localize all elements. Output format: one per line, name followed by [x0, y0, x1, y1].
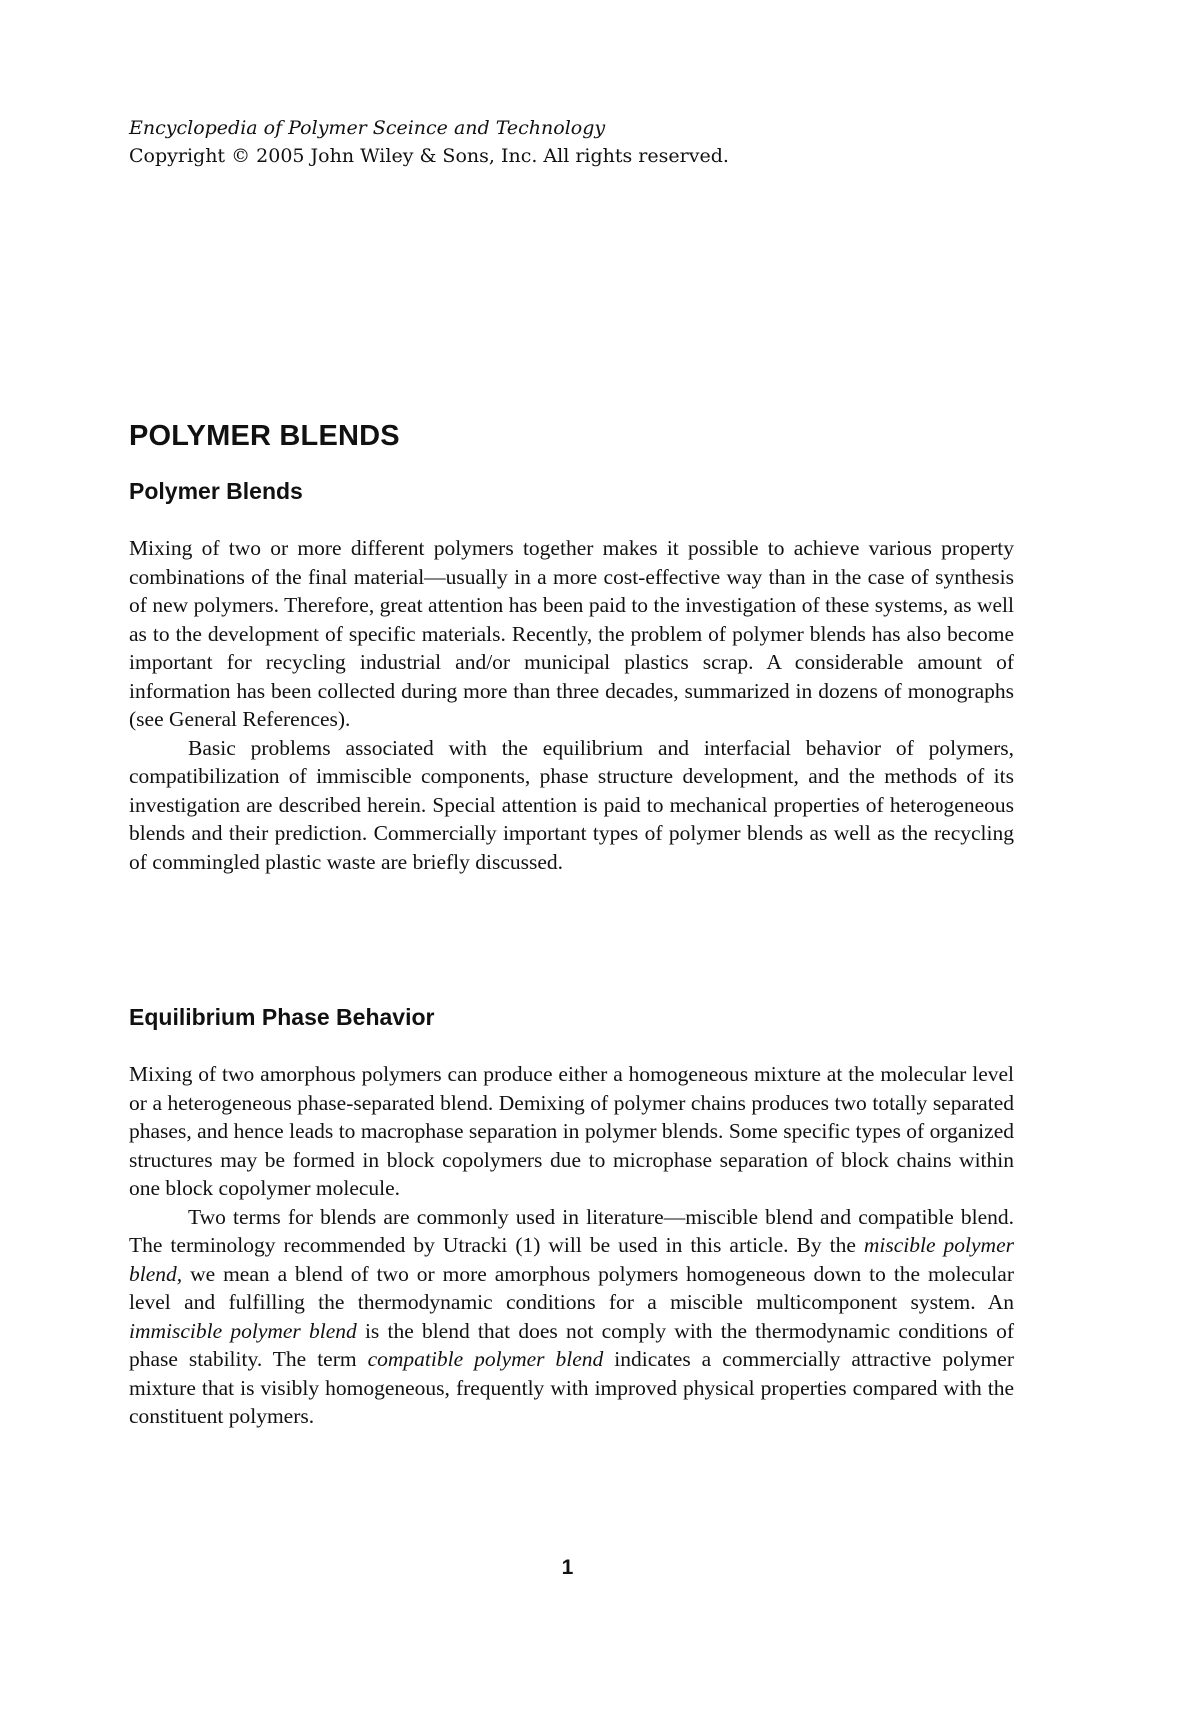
paragraph: Basic problems associated with the equilibrium and interfacial behavior of polymers, compatibilization of immiscible components, phase structure development, and the methods of its investigation are described herein. Special attention is paid to mechanical properties of heterogeneous blends and their prediction. Commercially important types of polymer blends as well as the recycling of commingled plastic waste are briefly discussed. — [129, 735, 1014, 874]
section-heading-equilibrium-phase-behavior: Equilibrium Phase Behavior — [129, 1004, 435, 1030]
term-immiscible-polymer-blend: immiscible polymer blend — [129, 1318, 357, 1343]
section-heading-polymer-blends: Polymer Blends — [129, 478, 303, 504]
section-body-equilibrium-phase-behavior — [129, 1060, 1014, 1431]
journal-title: Encyclopedia of Polymer Sceince and Technology — [129, 117, 606, 139]
page-number: 1 — [561, 1556, 574, 1579]
text-run: we mean a blend of two or more amorphous polymers homogeneous down to the molecular level and fulfilling the thermodynamic conditions for a miscible multicomponent system. An — [129, 1261, 1014, 1314]
copyright-notice: Copyright © 2005 John Wiley & Sons, Inc. All rights reserved. — [129, 145, 729, 167]
paragraph: Mixing of two amorphous polymers can produce either a homogeneous mixture at the molecular level or a heterogeneous phase-separated blend. Demixing of polymer chains produces two totally separated phases, and hence leads to macrophase separation in polymer blends. Some specific types of organized structures may be formed in block copolymers due to microphase separation of block chains within one block copolymer molecule. — [129, 1062, 1014, 1200]
paragraph-terminology — [129, 1203, 1014, 1431]
paragraph: Mixing of two or more different polymers together makes it possible to achieve various property combinations of the final material—usually in a more cost-effective way than in the case of synthesis of new polymers. Therefore, great attention has been paid to the investigation of these systems, as well as to the development of specific materials. Recently, the problem of polymer blends has also become important for recycling industrial and/or municipal plastics scrap. A considerable amount of information has been collected during more than three decades, summarized in dozens of monographs (see General References). — [129, 536, 1014, 731]
section-body-polymer-blends — [129, 534, 1014, 876]
text-run: indicates a commercially attractive polymer mixture that is visibly homogeneous, frequently with improved physical properties compared with the constituent polymers. — [129, 1347, 1014, 1428]
page-header — [129, 114, 1029, 170]
text-run: is the blend that does not comply with the thermodynamic conditions of phase stability. The term — [129, 1318, 1014, 1371]
text-run: Two terms for blends are commonly used in literature—miscible blend and compatible blend. The terminology recommended by Utracki (1) will be used in this article. By the — [129, 1204, 1014, 1257]
article-title: POLYMER BLENDS — [129, 420, 400, 452]
term-miscible-polymer-blend: miscible polymer blend, — [129, 1233, 1014, 1286]
term-compatible-polymer-blend: compatible polymer blend — [367, 1347, 604, 1371]
